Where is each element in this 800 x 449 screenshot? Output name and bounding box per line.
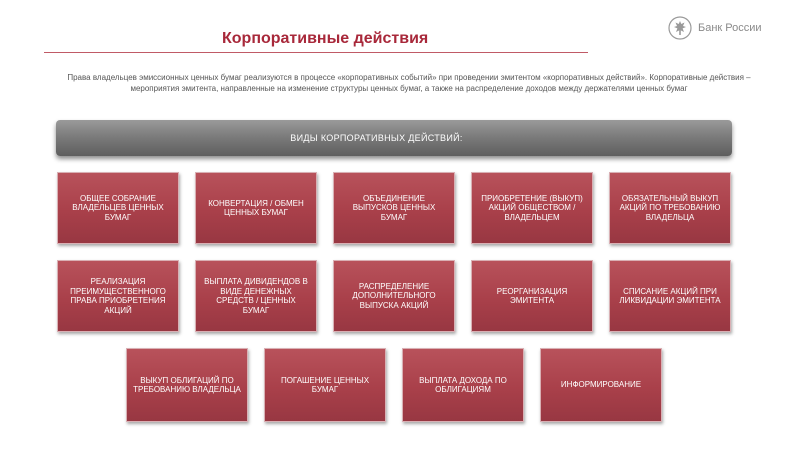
action-box-general-meeting: ОБЩЕЕ СОБРАНИЕ ВЛАДЕЛЬЦЕВ ЦЕННЫХ БУМАГ (57, 172, 179, 244)
title-divider (44, 52, 588, 53)
action-box-issue-consolidation: ОБЪЕДИНЕНИЕ ВЫПУСКОВ ЦЕННЫХ БУМАГ (333, 172, 455, 244)
section-header-text: ВИДЫ КОРПОРАТИВНЫХ ДЕЙСТВИЙ: (290, 133, 463, 143)
action-box-additional-issue: РАСПРЕДЕЛЕНИЕ ДОПОЛНИТЕЛЬНОГО ВЫПУСКА АКЦИЙ (333, 260, 455, 332)
action-box-liquidation-writeoff: СПИСАНИЕ АКЦИЙ ПРИ ЛИКВИДАЦИИ ЭМИТЕНТА (609, 260, 731, 332)
eagle-emblem-icon (668, 16, 692, 40)
slide-title: Корпоративные действия (222, 30, 429, 47)
action-box-dividend-payment: ВЫПЛАТА ДИВИДЕНДОВ В ВИДЕ ДЕНЕЖНЫХ СРЕДСТВ / ЦЕННЫХ БУМАГ (195, 260, 317, 332)
bank-logo (668, 16, 762, 40)
action-box-redemption: ПОГАШЕНИЕ ЦЕННЫХ БУМАГ (264, 348, 386, 422)
action-box-share-buyback: ПРИОБРЕТЕНИЕ (ВЫКУП) АКЦИЙ ОБЩЕСТВОМ / ВЛАДЕЛЬЦЕМ (471, 172, 593, 244)
action-box-preemptive-right: РЕАЛИЗАЦИЯ ПРЕИМУЩЕСТВЕННОГО ПРАВА ПРИОБРЕТЕНИЯ АКЦИЙ (57, 260, 179, 332)
action-box-bond-income: ВЫПЛАТА ДОХОДА ПО ОБЛИГАЦИЯМ (402, 348, 524, 422)
action-box-conversion: КОНВЕРТАЦИЯ / ОБМЕН ЦЕННЫХ БУМАГ (195, 172, 317, 244)
section-header-bar (56, 120, 732, 156)
action-box-informing: ИНФОРМИРОВАНИЕ (540, 348, 662, 422)
action-box-bond-buyback: ВЫКУП ОБЛИГАЦИЙ ПО ТРЕБОВАНИЮ ВЛАДЕЛЬЦА (126, 348, 248, 422)
action-box-reorganization: РЕОРГАНИЗАЦИЯ ЭМИТЕНТА (471, 260, 593, 332)
action-box-mandatory-redemption: ОБЯЗАТЕЛЬНЫЙ ВЫКУП АКЦИЙ ПО ТРЕБОВАНИЮ ВЛАДЕЛЬЦА (609, 172, 731, 244)
bank-logo-text: Банк России (698, 22, 762, 34)
intro-paragraph: Права владельцев эмиссионных ценных бумаг реализуются в процессе «корпоративных событий» при проведении эмитентом «корпоративных действий». Корпоративные действия – мероприятия эмитента, направленные на изменение структуры ценных бумаг, а также на распределение доходов между держателями ценных бумаг (67, 73, 751, 93)
